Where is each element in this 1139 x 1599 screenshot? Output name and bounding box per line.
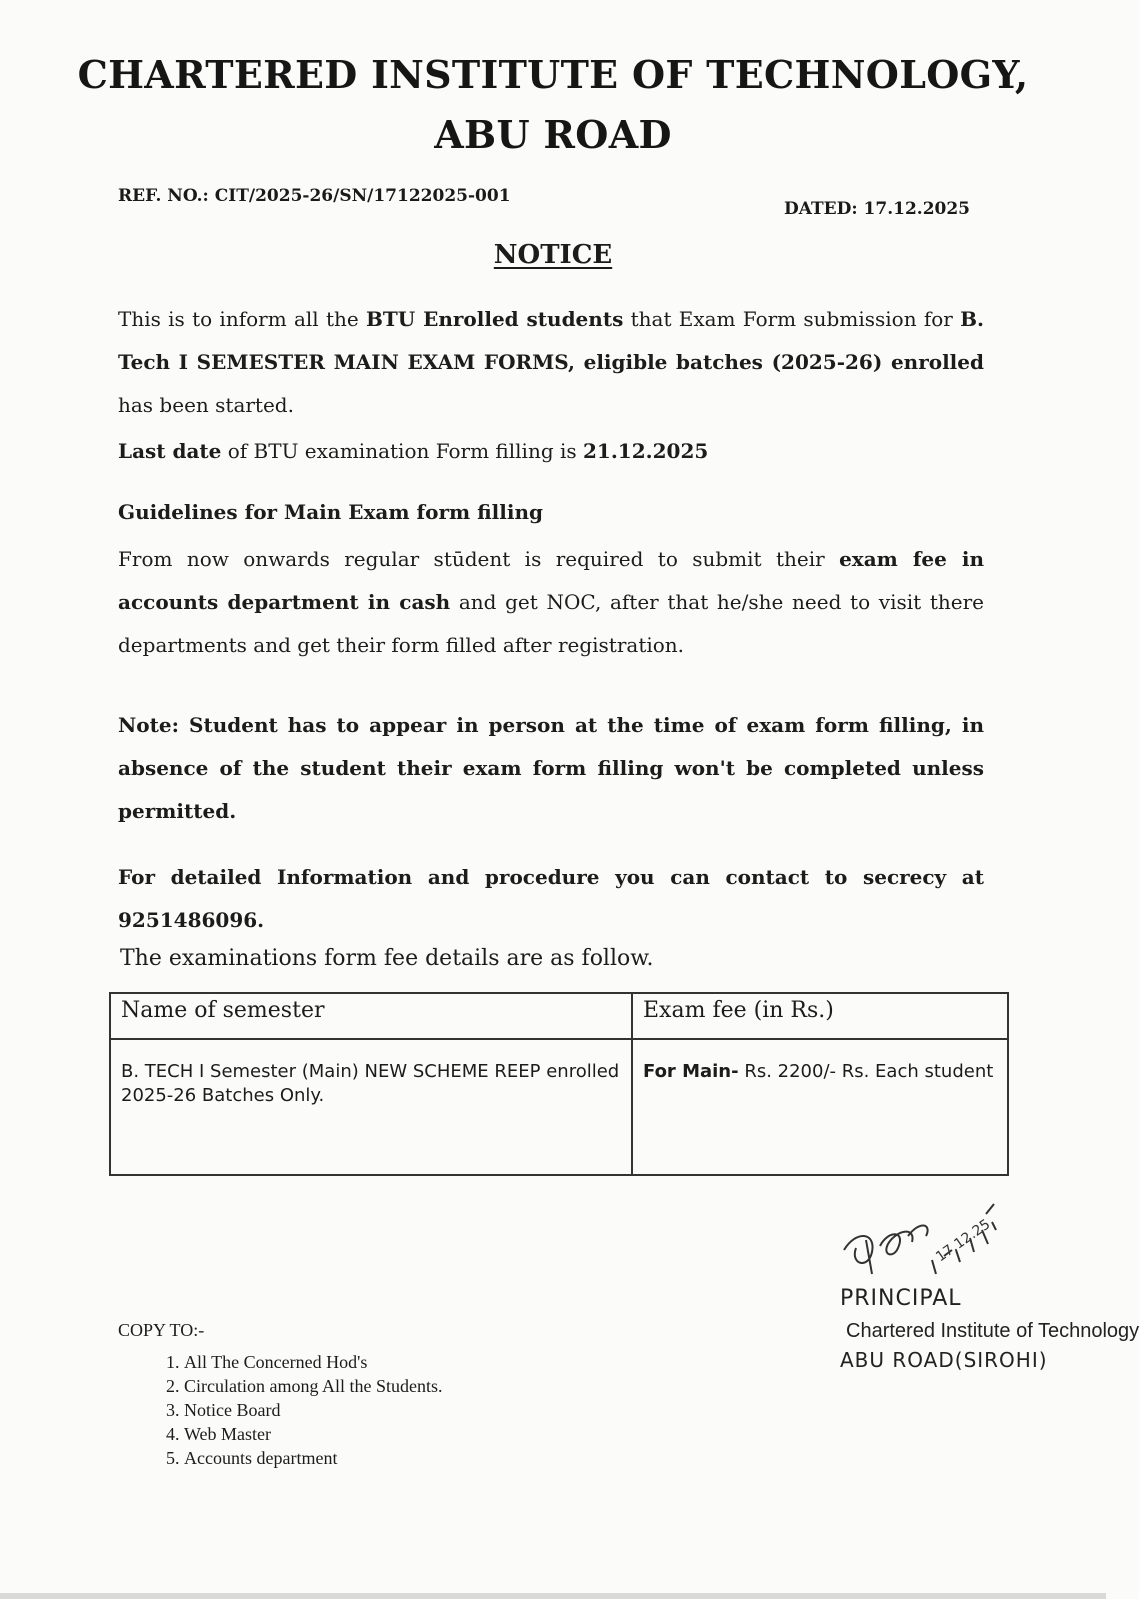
reference-number: REF. NO.: CIT/2025-26/SN/17122025-001 [118,186,511,206]
institute-location: ABU ROAD [434,112,672,157]
last-date-label: Last date [118,439,222,463]
intro-paragraph [118,298,984,427]
list-item: 5. Accounts department [184,1446,442,1470]
principal-title: PRINCIPAL [840,1286,962,1311]
signature-date: 17.12.25 [933,1216,994,1266]
intro-text: This is to inform all the [118,307,366,331]
copy-to-list [150,1350,442,1470]
notice-title: NOTICE [493,240,613,270]
guidelines-bold: exam fee in accounts department in cash [118,547,984,614]
list-item: 4. Web Master [184,1422,442,1446]
guidelines-text: and get NOC, after that he/she need to visit there departments and get their form filled after registration. [118,590,984,657]
guidelines-heading: Guidelines for Main Exam form filling [118,500,543,524]
page-edge [0,1593,1106,1599]
guidelines-text: From now onwards regular stūdent is required to submit their [118,547,840,571]
table-row [110,1039,1008,1175]
header-semester: Name of semester [110,993,632,1039]
intro-bold-exam: B. Tech I SEMESTER MAIN EXAM FORMS, eligible batches (2025-26) enrolled [118,307,984,374]
list-item: 1. All The Concerned Hod's [184,1350,442,1374]
signature-place: ABU ROAD(SIROHI) [840,1348,1048,1372]
contact-paragraph: For detailed Information and procedure you can contact to secrecy at 9251486096. [118,865,984,932]
fee-amount: Rs. 2200/- Rs. Each student [738,1061,994,1082]
fee-table-header-row [110,993,1008,1039]
list-item: 3. Notice Board [184,1398,442,1422]
fee-intro: The examinations form fee details are as follow. [120,946,654,971]
fee-label: For Main- [643,1061,739,1082]
header-fee: Exam fee (in Rs.) [632,993,1008,1039]
cell-fee [632,1039,1008,1175]
cell-semester: B. TECH I Semester (Main) NEW SCHEME REEP enrolled 2025-26 Batches Only. [110,1039,632,1175]
institute-name: CHARTERED INSTITUTE OF TECHNOLOGY, [77,52,1029,97]
fee-table [109,992,1009,1176]
intro-text: that Exam Form submission for [623,307,961,331]
note-paragraph: Note: Student has to appear in person at the time of exam form filling, in absence of the student their exam form filling won't be completed unless permitted. [118,713,984,823]
notice-date: DATED: 17.12.2025 [784,199,971,219]
list-item: 2. Circulation among All the Students. [184,1374,442,1398]
intro-bold-students: BTU Enrolled students [365,307,624,331]
intro-text: has been started. [118,393,294,417]
handwritten-signature-icon [836,1200,1106,1300]
last-date-value: 21.12.2025 [583,439,709,463]
copy-to-label: COPY TO:- [118,1320,205,1340]
signature-institute: Chartered Institute of Technology [846,1320,1139,1342]
guidelines-paragraph [118,538,984,667]
last-date-paragraph [118,430,984,473]
last-date-text: of BTU examination Form filling is [221,439,584,463]
